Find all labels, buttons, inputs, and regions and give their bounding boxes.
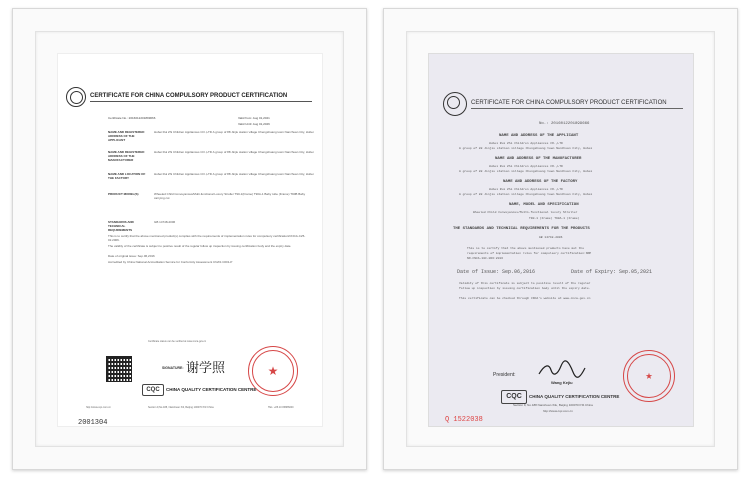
- cert-number: No.: 2016012201899666: [539, 122, 590, 126]
- centre-name: CHINA QUALITY CERTIFICATION CENTRE: [529, 394, 620, 399]
- section-heading: NAME AND ADDRESS OF THE FACTORY: [503, 180, 578, 184]
- field-value: Hubei Rui Zhi Children Appliances CO.,LTD A group of 88 Jinjiu station village Chengshuang town Nanzhuan City, Hubei: [154, 130, 314, 134]
- section-line: Hubei Rui Zhi Children Appliances CO.,LTD: [489, 165, 563, 168]
- left-picture-frame: [12, 8, 367, 470]
- left-cert-title: CERTIFICATE FOR CHINA COMPULSORY PRODUCT CERTIFICATION: [90, 93, 288, 99]
- field-value: GB 14748-2006: [154, 220, 176, 224]
- field-label: STANDARDS AND TECHNICAL REQUIREMENTS: [108, 220, 134, 232]
- field-label: NAME AND REGISTERED ADDRESS OF THE MANUFACTURER: [108, 150, 145, 162]
- field-label: PRODUCT MODEL(S): [108, 192, 139, 196]
- section-heading: NAME AND ADDRESS OF THE APPLICANT: [499, 134, 579, 138]
- section-line: Wheeled Child Conveyances/Multi-functional luxury Stroller: [473, 211, 578, 214]
- footer-url: http://www.cqc.com.cn: [86, 406, 111, 409]
- field-label: NAME AND REGISTERED ADDRESS OF THE APPLICANT: [108, 130, 145, 142]
- validity-line: Validity of this certificate is subject to positive result of the regular: [459, 282, 591, 285]
- body-paragraph: Date of original issue: Sep.06,2016: [108, 254, 155, 258]
- field-value: Hubei Rui Zhi Children Appliances CO.,LTD A group of 88 Jinjiu station village Chengshuang town Nanzhuan City, Hubei: [154, 172, 314, 176]
- date-of-issue: Date of Issue: Sep.06,2016: [457, 269, 536, 275]
- footer-tel: TEL: +86 10 83886000: [268, 406, 294, 409]
- validity-line: This certificate can be checked through CNCA's website at www.cnca.gov.cn: [459, 297, 591, 300]
- section-line: T90-1 (Frame) T90A-1 (Frame): [529, 217, 580, 220]
- body-paragraph: Accredited by China National Accreditation Service for Conformity Assessment CNAS C001-P: [108, 260, 233, 264]
- date-of-expiry: Date of Expiry: Sep.05,2021: [571, 269, 653, 275]
- valid-until: Valid Until: Aug 01,2026: [238, 122, 270, 126]
- section-line: A group of 88 Jinjiu station village Chengshuang town Nanzhuan City, Hubei: [459, 193, 593, 196]
- section-heading: NAME AND ADDRESS OF THE MANUFACTURER: [495, 157, 582, 161]
- title-rule: [471, 108, 683, 109]
- title-rule: [90, 101, 312, 102]
- statement-line: NO.CNCA-10C-066:2016: [467, 257, 504, 260]
- red-seal-stamp: ★: [623, 350, 675, 402]
- section-heading: THE STANDARDS AND TECHNICAL REQUIREMENTS FOR THE PRODUCTS: [453, 227, 590, 231]
- serial-number: 2001304: [78, 419, 108, 427]
- president-label: President:: [493, 372, 516, 378]
- cqc-logo: CQC: [501, 390, 527, 404]
- field-value: Wheeled Child Conveyances/Multi-functional Luxury Stroller T90-1(Frame) T90A-1 Baby tube (Frame) T90B Baby carrying cot: [154, 192, 306, 200]
- validity-line: follow up inspection by issuing certification body until the expiry date.: [459, 287, 591, 290]
- red-seal-stamp: ★: [248, 346, 298, 396]
- section-line: Hubei Rui Zhi Children Appliances CO.,LTD: [489, 142, 563, 145]
- centre-url: http://www.cqc.com.cn: [543, 409, 573, 413]
- section-line: A group of 88 Jinjiu station village Chengshuang town Nanzhuan City, Hubei: [459, 170, 593, 173]
- centre-name: CHINA QUALITY CERTIFICATION CENTRE: [166, 387, 257, 392]
- cqc-logo: CQC: [142, 384, 164, 396]
- statement-line: requirements of implementation rules for compulsory certification:NOP: [467, 252, 592, 255]
- section-line: Hubei Rui Zhi Children Appliances CO.,LTD: [489, 188, 563, 191]
- signature: 谢学照: [186, 361, 226, 376]
- field-label: NAME AND LOCATION OF THE FACTORY: [108, 172, 146, 180]
- qr-code-icon: [106, 356, 132, 382]
- statement-line: This is to certify that the above mentioned products have met the: [467, 247, 585, 250]
- check-note: Certificate status can be verified at www.cnca.gov.cn: [148, 340, 207, 343]
- president-name: Wang Kejiu: [551, 380, 573, 385]
- section-line: GB 14748-2006: [539, 236, 563, 239]
- ccc-logo-icon: [443, 92, 467, 116]
- centre-address: Section 9, No.188 Nanshuan Xilu, Beijing 100070 P.R.China: [513, 403, 593, 407]
- body-paragraph: The validity of the certificate is subject to positive result of the regular follow up inspection by issuing certification body and the expiry date.: [108, 244, 292, 248]
- section-line: A group of 88 Jinjiu station village Chengshuang town Nanzhuan City, Hubei: [459, 147, 593, 150]
- president-signature-icon: [537, 360, 587, 380]
- section-heading: NAME, MODEL AND SPECIFICATION: [509, 203, 579, 207]
- serial-number: Q 1522038: [445, 416, 483, 424]
- footer-address: Section 9,No.188, Nanshuan Xili, Beijing 100070 P.R.China: [148, 406, 214, 409]
- cert-number: Certificate No.: 2016012201899666: [108, 116, 156, 120]
- left-certificate: [57, 53, 323, 427]
- right-cert-title: CERTIFICATE FOR CHINA COMPULSORY PRODUCT CERTIFICATION: [471, 100, 667, 106]
- ccc-logo-icon: [66, 87, 86, 107]
- signature-label: SIGNATURE:: [162, 366, 184, 370]
- valid-from: Valid from: Aug 01,2021: [238, 116, 270, 120]
- body-paragraph: This is to certify that the above mentioned product(s) complies with the requirements of implementation rules for compulsory certification/CNCA-C25-01:2006.: [108, 234, 306, 242]
- right-picture-frame: [383, 8, 738, 470]
- field-value: Hubei Rui Zhi Children Appliances CO.,LTD A group of 88 Jinjiu station village Chengshuang town Nanzhuan City, Hubei: [154, 150, 314, 154]
- right-certificate: [428, 53, 694, 427]
